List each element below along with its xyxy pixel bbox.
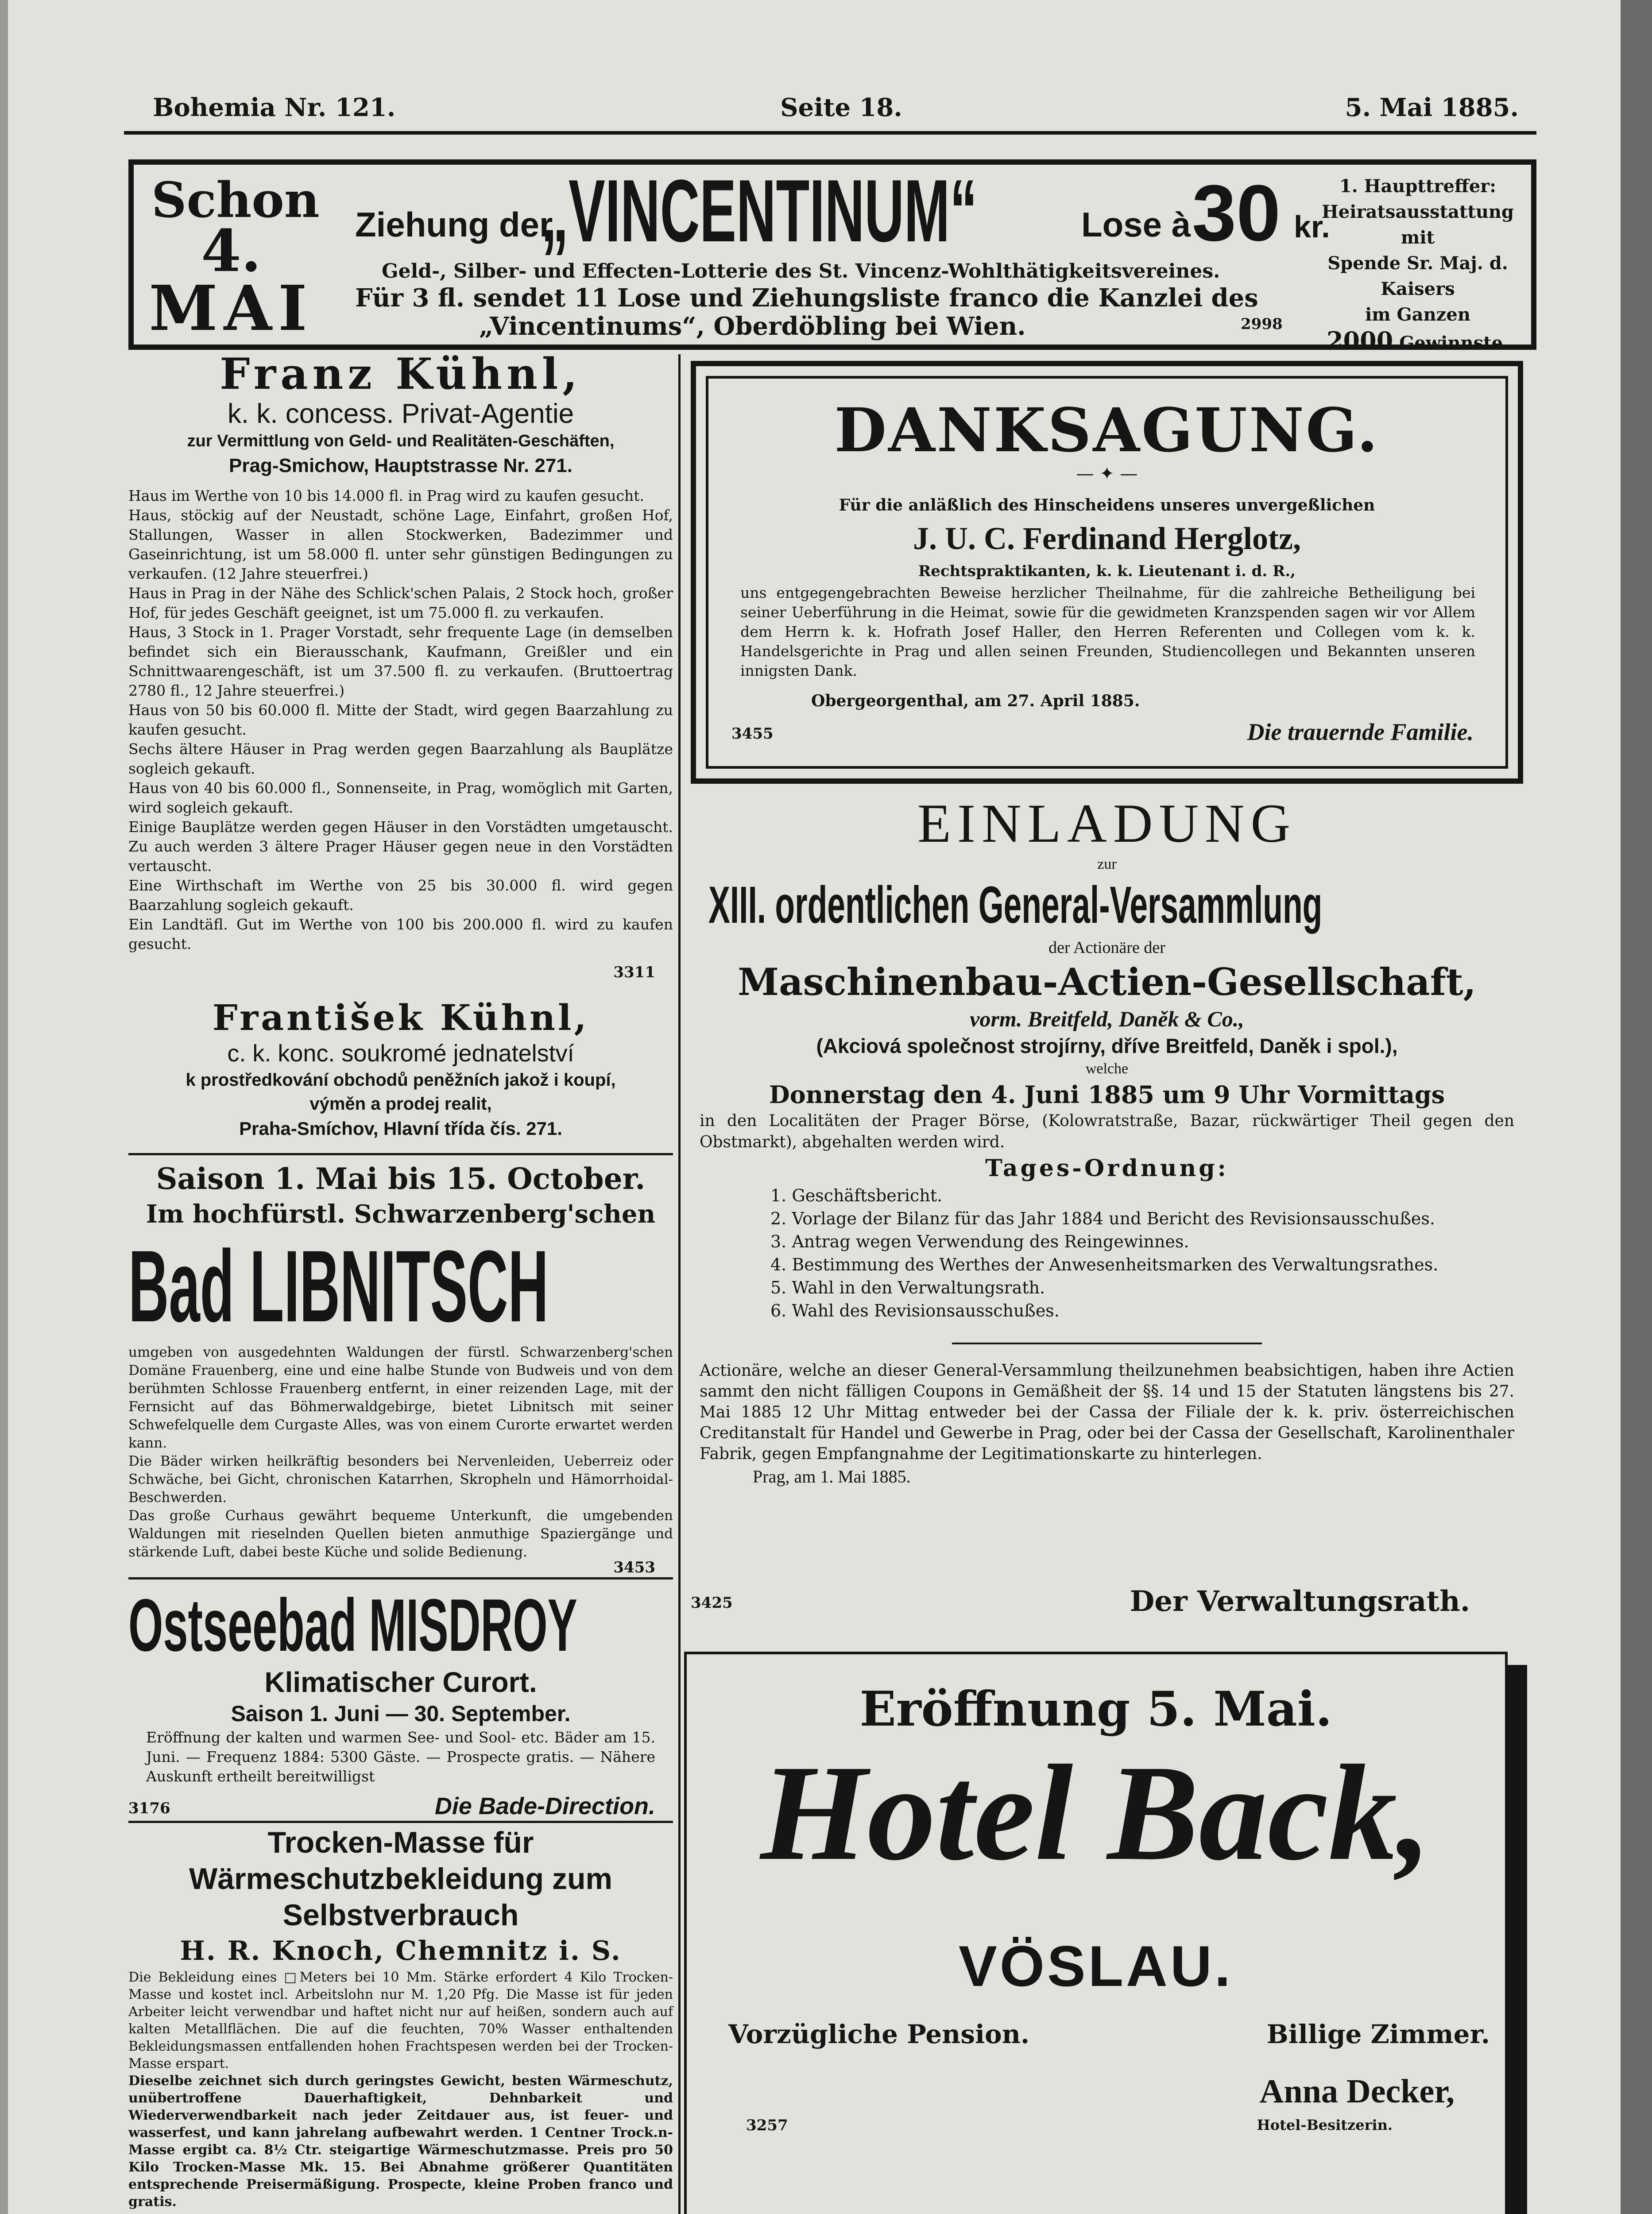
- lottery-prize-line3: mit: [1401, 227, 1435, 248]
- hotel-rooms: Billige Zimmer.: [1266, 2019, 1490, 2049]
- libnitsch-text2: Die Bäder wirken heilkräftig besonders bei Nervenleiden, Ueberreiz oder Schwäche, bei Gicht, chronischen Katarrhen, Skropheln und Hämorrhoidal-Beschwerden.: [128, 1453, 673, 1506]
- kuehnl-code: 3311: [613, 964, 655, 981]
- einladung-date: Donnerstag den 4. Juni 1885 um 9 Uhr Vormittags: [769, 1080, 1445, 1109]
- divider-rule: [128, 1153, 673, 1155]
- header-date: 5. Mai 1885.: [1345, 93, 1519, 122]
- lottery-date-word: Schon: [151, 171, 320, 228]
- dank-ad: [691, 361, 1523, 784]
- agenda-item: 2. Vorlage der Bilanz für das Jahr 1884 und Bericht des Revisionsausschußes.: [770, 1209, 1435, 1228]
- agenda-item: 6. Wahl des Revisionsausschußes.: [770, 1301, 1060, 1320]
- libnitsch-title: Bad LIBNITSCH: [128, 1229, 549, 1343]
- divider-rule: [128, 1577, 673, 1579]
- kuehnl-item: Haus im Werthe von 10 bis 14.000 fl. in Prag wird zu kaufen gesucht.: [128, 487, 644, 504]
- einladung-company: Maschinenbau-Actien-Gesellschaft,: [738, 960, 1476, 1004]
- lottery-code: 2998: [1241, 315, 1283, 333]
- misdroy-code: 3176: [128, 1800, 170, 1817]
- page-edge-left: [0, 0, 8, 2214]
- lottery-prize-suffix: Gewinnste.: [1399, 333, 1509, 353]
- dank-place: Obergeorgenthal, am 27. April 1885.: [811, 692, 1140, 710]
- dank-code: 3455: [731, 725, 774, 743]
- misdroy-season: Saison 1. Juni — 30. September.: [231, 1701, 571, 1726]
- einladung-ad: [691, 793, 1523, 1634]
- hotel-owner-title: Hotel-Besitzerin.: [1257, 2117, 1393, 2133]
- kuehnl-cz-address: Praha-Smíchov, Hlavní třída čís. 271.: [239, 1118, 562, 1139]
- einladung-text: Actionäre, welche an dieser General-Versammlung theilzunehmen beabsichtigen, haben ihre Actien sammt den nicht fälligen Coupons in Gemäßheit der §§. 14 und 15 der Statuten längstens bis 27. Mai 1885 12 Uhr Mittag entweder bei der Cassa der Filiale der k. k. priv. österreichischen Creditanstalt für Handel und Gewerbe in Prag, oder bei der Cassa der Gesellschaft, Karolinenthaler Fabrik, gegen Empfangnahme der Legitimationskarte zu hinterlegen.: [700, 1362, 1514, 1463]
- einladung-agenda: [691, 1184, 1523, 1322]
- lottery-price-value: 30: [1192, 169, 1281, 258]
- kuehnl-purpose: zur Vermittlung von Geld- und Realitäten-Geschäften,: [187, 432, 615, 450]
- lottery-prize-count: 2000: [1326, 326, 1393, 355]
- misdroy-ad: [128, 1585, 673, 1820]
- knoch-text1: Die Bekleidung eines □Meters bei 10 Mm. Stärke erfordert 4 Kilo Trocken-Masse und kostet incl. Arbeitslohn nur M. 1,20 Pfg. Die Masse ist für jeden Arbeiter leicht verwendbar und haftet nicht nur auf heißen, sondern auch auf kalten Metallflächen. Die auf die feuchten, 70% Wasser enthaltenden Bekleidungsmassen entfallenden hohen Frachtspesen werden bei der Trocken-Masse erspart.: [128, 1970, 673, 2071]
- einladung-zur: zur: [1097, 856, 1117, 872]
- kuehnl-item: Sechs ältere Häuser in Prag werden gegen Baarzahlung als Bauplätze sogleich gekauft.: [128, 740, 673, 777]
- lottery-prize-line5: im Ganzen: [1365, 304, 1470, 325]
- kuehnl-ad: [128, 350, 673, 992]
- kuehnl-item: Haus in Prag in der Nähe des Schlick'schen Palais, 2 Stock hoch, großer Hof, für jedes Geschäft geeignet, ist um 75.000 fl. zu verkaufen.: [128, 584, 673, 621]
- kuehnl-cz-line2: výměn a prodej realit,: [310, 1094, 492, 1114]
- header-issue: Bohemia Nr. 121.: [153, 93, 396, 122]
- kuehnl-item: Haus von 50 bis 60.000 fl. Mitte der Stadt, wird gegen Baarzahlung zu kaufen gesucht.: [128, 701, 673, 738]
- dank-title: DANKSAGUNG.: [834, 395, 1380, 466]
- lottery-line2: Für 3 fl. sendet 11 Lose und Ziehungsliste franco die Kanzlei des: [355, 283, 1258, 313]
- kuehnl-cz-subtitle: c. k. konc. soukromé jednatelství: [227, 1040, 574, 1067]
- hotel-frame-shadow-right: [1508, 1665, 1527, 2214]
- divider-rule: [128, 1821, 673, 1823]
- lottery-line3: „Vincentinums“, Oberdöbling bei Wien.: [479, 312, 1026, 341]
- lottery-date-month: MAI: [149, 272, 313, 345]
- einladung-code: 3425: [691, 1594, 733, 1612]
- lottery-date-number: 4.: [201, 217, 261, 285]
- misdroy-subtitle: Klimatischer Curort.: [264, 1666, 537, 1698]
- knoch-company: H. R. Knoch, Chemnitz i. S.: [180, 1935, 622, 1966]
- kuehnl-item: Haus, 3 Stock in 1. Prager Vorstadt, sehr frequente Lage (in demselben befindet sich ein Bierausschank, Kaufmann, Greißler und ein Schnittwaarengeschäft, ist um 37.500 fl. zu verkaufen. (Bruttoertrag 2780 fl., 12 Jahre steuerfrei.): [128, 623, 673, 699]
- hotel-name: Hotel Back,: [760, 1737, 1431, 1889]
- page-edge-right: [1621, 0, 1652, 2214]
- kuehnl-cz-ad: [128, 996, 673, 1147]
- lottery-prize-line2: Heiratsausstattung: [1322, 201, 1514, 222]
- kuehnl-cz-name: František Kühnl,: [212, 997, 589, 1038]
- einladung-signature: Der Verwaltungsrath.: [1130, 1585, 1470, 1618]
- kuehnl-item: Ein Landtäfl. Gut im Werthe von 100 bis 200.000 fl. wird zu kaufen gesucht.: [128, 916, 673, 952]
- lottery-prize-line4: Spende Sr. Maj. d. Kaisers: [1327, 253, 1508, 299]
- dank-rank: Rechtspraktikanten, k. k. Lieutenant i. d. R.,: [918, 562, 1296, 580]
- kuehnl-cz-line1: k prostředkování obchodů peněžních jakož i koupí,: [186, 1070, 616, 1090]
- dank-signature: Die trauernde Familie.: [1247, 719, 1474, 745]
- lottery-price-unit: kr.: [1294, 209, 1330, 244]
- knoch-ad: [128, 1824, 673, 2214]
- dank-ornament: — ✦ —: [1076, 464, 1138, 484]
- einladung-title: EINLADUNG: [917, 793, 1297, 854]
- misdroy-signature: Die Bade-Direction.: [434, 1793, 655, 1819]
- knoch-title: Trocken-Masse für Wärmeschutzbekleidung zum Selbstverbrauch: [189, 1826, 612, 1932]
- header-rule: [124, 131, 1536, 135]
- lottery-title-prefix: Ziehung der: [355, 205, 553, 244]
- hotel-pension: Vorzügliche Pension.: [728, 2019, 1030, 2049]
- agenda-item: 3. Antrag wegen Verwendung des Reingewinnes.: [770, 1232, 1189, 1251]
- kuehnl-item: Haus, stöckig auf der Neustadt, schöne Lage, Einfahrt, großen Hof, Stallungen, Wasser in allen Stockwerken, Badezimmer und Gaseinrichtung, ist um 58.000 fl. unter sehr günstigen Bedingungen zu verkaufen. (12 Jahre steuerfrei.): [128, 507, 673, 582]
- einladung-numeral: XIII.: [708, 876, 766, 934]
- lottery-price-prefix: Lose à: [1081, 205, 1191, 244]
- kuehnl-address: Prag-Smichow, Hauptstrasse Nr. 271.: [229, 455, 573, 476]
- knoch-text2: Dieselbe zeichnet sich durch geringstes Gewicht, besten Wärmeschutz, unübertroffene Dauerhaftigkeit, Dehnbarkeit und Wiederverwendbarkeit nach jeder Zeitdauer aus, ist feuer- und wasserfest, und kann jahrelang aufbewahrt werden. 1 Centner Trock.n-Masse ergibt ca. 8½ Ctr. steigartige Wärmeschutzmasse. Preis pro 50 Kilo Trocken-Masse Mk. 15. Bei Abnahme größerer Quantitäten entsprechende Preisermäßigung. Prospecte, kleine Proben franco und gratis.: [128, 2073, 673, 2210]
- lottery-prize-line1: 1. Haupttreffer:: [1339, 176, 1497, 197]
- agenda-item: 4. Bestimmung des Werthes der Anwesenheitsmarken des Verwaltungsrathes.: [770, 1255, 1439, 1274]
- column-divider: [678, 354, 681, 2214]
- kuehnl-subtitle: k. k. concess. Privat-Agentie: [227, 399, 574, 429]
- misdroy-title: Ostseebad MISDROY: [128, 1583, 577, 1667]
- misdroy-text: Eröffnung der kalten und warmen See- und Sool- etc. Bäder am 15. Juni. — Frequenz 1884: 5300 Gäste. — Prospecte gratis. — Nähere Auskunft ertheilt bereitwilligst: [146, 1729, 655, 1785]
- einladung-place: Prag, am 1. Mai 1885.: [753, 1467, 911, 1486]
- kuehnl-item: Eine Wirthschaft im Werthe von 25 bis 30.000 fl. wird gegen Baarzahlung sogleich gekauft.: [128, 877, 673, 913]
- libnitsch-body: [128, 1343, 673, 1561]
- einladung-welche: welche: [1085, 1061, 1129, 1077]
- einladung-assembly-line: [708, 874, 1505, 936]
- hotel-code: 3257: [746, 2117, 788, 2134]
- lottery-title-name: „VINCENTINUM“: [541, 162, 978, 260]
- einladung-czech: (Akciová společnost strojírny, dříve Breitfeld, Daněk i spol.),: [816, 1034, 1398, 1057]
- kuehnl-item: Haus von 40 bis 60.000 fl., Sonnenseite, in Prag, womöglich mit Garten, wird sogleich gekauft.: [128, 779, 673, 816]
- einladung-rule: [952, 1343, 1262, 1344]
- hotel-owner: Anna Decker,: [1259, 2073, 1455, 2110]
- kuehnl-name: Franz Kühnl,: [220, 349, 582, 399]
- einladung-der: der Actionäre der: [1048, 938, 1165, 957]
- agenda-item: 1. Geschäftsbericht.: [770, 1186, 943, 1205]
- dank-text: uns entgegengebrachten Beweise herzlicher Theilnahme, für die zahlreiche Betheiligung bei seiner Ueberführung in die Heimat, sowie für die gewidmeten Kranzspenden sagen wir vor Allem dem Herrn k. k. Hofrath Josef Haller, den Herren Referenten und Collegen vom k. k. Handelsgerichte in Prag und allen seinen Freunden, Studiencollegen und Bekannten unseren innigsten Dank.: [740, 584, 1475, 679]
- hotel-opening: Eröffnung 5. Mai.: [859, 1681, 1332, 1737]
- libnitsch-owner: Im hochfürstl. Schwarzenberg'schen: [146, 1200, 656, 1229]
- kuehnl-item: Einige Bauplätze werden gegen Häuser in den Vorstädten umgetauscht. Zu auch werden 3 ältere Prager Häuser gegen neue in den Vorstädten vertauscht.: [128, 818, 673, 875]
- dank-name: J. U. C. Ferdinand Herglotz,: [913, 521, 1301, 556]
- einladung-former: vorm. Breitfeld, Daněk & Co.,: [970, 1006, 1244, 1031]
- libnitsch-text3: Das große Curhaus gewährt bequeme Unterkunft, die umgebenden Waldungen mit rieselnden Quellen bieten anmuthige Spaziergänge und stärkende Luft, dabei beste Küche und solide Bedienung.: [128, 1508, 673, 1560]
- libnitsch-code: 3453: [613, 1559, 655, 1576]
- kuehnl-listings: [128, 486, 673, 954]
- libnitsch-ad: [128, 1160, 673, 1576]
- libnitsch-season: Saison 1. Mai bis 15. October.: [156, 1161, 646, 1196]
- hotel-place: VÖSLAU.: [959, 1934, 1233, 1998]
- einladung-assembly: ordentlichen General-Versammlung: [775, 876, 1323, 934]
- lottery-line1: Geld-, Silber- und Effecten-Lotterie des St. Vincenz-Wohlthätigkeitsvereines.: [382, 260, 1220, 283]
- einladung-agenda-title: Tages-Ordnung:: [985, 1155, 1229, 1182]
- dank-intro: Für die anläßlich des Hinscheidens unseres unvergeßlichen: [839, 496, 1375, 515]
- libnitsch-text1: umgeben von ausgedehnten Waldungen der fürstl. Schwarzenberg'schen Domäne Frauenberg, eine und eine halbe Stunde von Budweis und von dem berühmten Schlosse Frauenberg entfernt, in einer reizenden Lage, mit der Fernsicht auf das Böhmerwaldgebirge, bietet Libnitsch mit seiner Schwefelquelle dem Curgaste Alles, was von einem Curorte erwartet werden kann.: [128, 1344, 673, 1451]
- lottery-ad: [128, 159, 1536, 355]
- header-page: Seite 18.: [780, 93, 902, 122]
- lottery-prizes: [1307, 174, 1528, 356]
- knoch-body: [128, 1969, 673, 2210]
- hotel-ad: [684, 1652, 1530, 2214]
- agenda-item: 5. Wahl in den Verwaltungsrath.: [770, 1278, 1045, 1297]
- einladung-location: in den Localitäten der Prager Börse, (Kolowratstraße, Bazar, rückwärtiger Theil gegen den Obstmarkt), abgehalten werden wird.: [700, 1112, 1514, 1151]
